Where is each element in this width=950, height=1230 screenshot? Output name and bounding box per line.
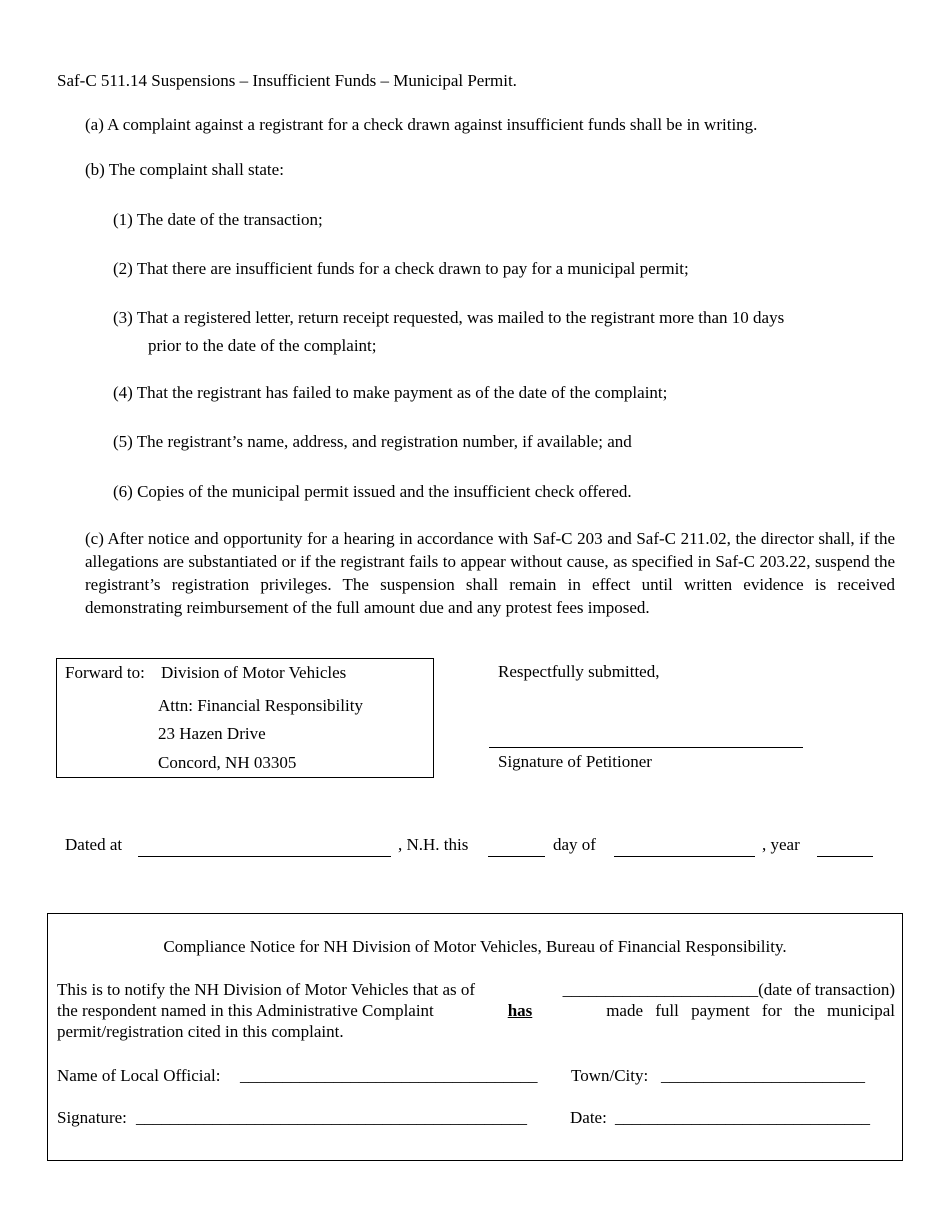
dated-at-blank[interactable] <box>138 856 391 857</box>
compliance-notice-box <box>47 913 903 1161</box>
transaction-date-blank[interactable]: _______________________ <box>562 980 759 999</box>
notice-line-2-start: the respondent named in this Administrative Complaint <box>57 1001 434 1020</box>
paragraph-c: (c) After notice and opportunity for a hearing in accordance with Saf-C 203 and Saf-C 211.02, the director shall, if the allegations are substantiated or if the registrant fails to appear without cause, as specified in Saf-C 203.22, suspend the registrant’s registration privileges. The suspension shall remain in effect until written evidence is received demonstrating reimbursement of the full amount due and any protest fees imposed. <box>85 529 895 617</box>
day-blank[interactable] <box>488 856 545 857</box>
forward-to-box <box>56 658 434 778</box>
notice-line-1-end: (date of transaction) <box>758 980 895 999</box>
town-city-field[interactable]: ________________________ <box>661 1066 865 1085</box>
list-item-2: (2) That there are insufficient funds for a check drawn to pay for a municipal permit; <box>113 259 689 278</box>
forward-to-attn: Attn: Financial Responsibility <box>158 696 363 715</box>
list-item-6: (6) Copies of the municipal permit issued and the insufficient check offered. <box>113 482 632 501</box>
paragraph-b: (b) The complaint shall state: <box>85 160 284 179</box>
dated-at-label: Dated at <box>65 835 123 854</box>
list-item-3-continued: prior to the date of the complaint; <box>148 336 377 355</box>
notice-line-2 <box>57 1002 895 1019</box>
year-blank[interactable] <box>817 856 873 857</box>
nh-this-label: , N.H. this <box>398 835 469 854</box>
list-item-4: (4) That the registrant has failed to make payment as of the date of the complaint; <box>113 383 668 402</box>
forward-to-name: Division of Motor Vehicles <box>161 663 347 682</box>
list-item-1: (1) The date of the transaction; <box>113 210 323 229</box>
local-official-field[interactable]: ___________________________________ <box>240 1066 538 1085</box>
forward-to-city: Concord, NH 03305 <box>158 753 297 772</box>
month-blank[interactable] <box>614 856 755 857</box>
compliance-notice-title: Compliance Notice for NH Division of Motor Vehicles, Bureau of Financial Responsibility. <box>163 937 787 956</box>
notice-line-2-end: made full payment for the municipal <box>606 1001 895 1020</box>
list-item-3: (3) That a registered letter, return receipt requested, was mailed to the registrant more than 10 days <box>113 308 785 327</box>
notice-line-1 <box>57 981 895 998</box>
day-of-label: day of <box>553 835 596 854</box>
local-official-label: Name of Local Official: <box>57 1066 221 1085</box>
notice-signature-field[interactable]: ______________________________________________ <box>136 1108 527 1127</box>
forward-to-label: Forward to: <box>65 663 145 682</box>
paragraph-a: (a) A complaint against a registrant for a check drawn against insufficient funds shall be in writing. <box>85 115 758 134</box>
has-emphasis: has <box>507 1001 533 1020</box>
notice-date-label: Date: <box>570 1108 607 1127</box>
town-city-label: Town/City: <box>571 1066 649 1085</box>
respectfully-submitted: Respectfully submitted, <box>498 662 660 681</box>
list-item-5: (5) The registrant’s name, address, and registration number, if available; and <box>113 432 632 451</box>
notice-signature-label: Signature: <box>57 1108 127 1127</box>
notice-line-1-tail <box>563 981 895 998</box>
rule-heading: Saf-C 511.14 Suspensions – Insufficient Funds – Municipal Permit. <box>57 71 517 90</box>
forward-to-street: 23 Hazen Drive <box>158 724 266 743</box>
notice-line-1-start: This is to notify the NH Division of Motor Vehicles that as of <box>57 980 476 999</box>
petitioner-signature-line[interactable] <box>489 747 803 748</box>
notice-date-field[interactable]: ______________________________ <box>615 1108 870 1127</box>
notice-line-3: permit/registration cited in this complaint. <box>57 1022 344 1041</box>
petitioner-signature-label: Signature of Petitioner <box>498 752 652 771</box>
year-label: , year <box>762 835 800 854</box>
